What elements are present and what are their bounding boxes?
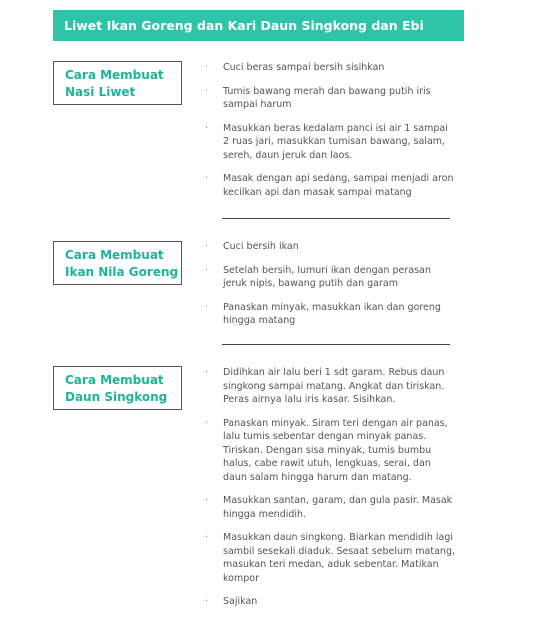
section-title-nasi-liwet [53, 61, 182, 105]
bullet-icon: · [205, 85, 209, 97]
list-item: · Cuci beras sampai bersih sisihkan [205, 62, 385, 73]
bullet-icon: · [205, 367, 209, 378]
section-divider [222, 218, 450, 219]
bullet-icon: · [205, 62, 209, 73]
list-item: · Panaskan minyak. Siram teri dengan air panas, lalu tumis sebentar dengan minyak panas. Tiriskan. Dengan sisa minyak, tumis bumbu halus, cabe rawit utuh, lengkuas, serai, dan daun salam hingga harum dan matang. [205, 417, 448, 483]
section-divider [222, 344, 450, 345]
section-title-line-1: Cara Membuat [65, 373, 164, 387]
section-title-line-2: Daun Singkong [65, 390, 168, 404]
bullet-icon: · [205, 241, 209, 252]
list-item: · Didihkan air lalu beri 1 sdt garam. Rebus daun singkong sampai matang. Angkat dan tiriskan. Peras airnya lalu iris kasar. Sisihkan. [205, 367, 445, 405]
list-item: · Masukkan beras kedalam panci isi air 1 sampai 2 ruas jari, masukkan tumisan bawang, salam, sereh, daun jeruk dan laos. [205, 122, 448, 161]
recipe-title-banner: Liwet Ikan Goreng dan Kari Daun Singkong dan Ebi [53, 10, 464, 41]
bullet-icon: · [205, 532, 209, 543]
bullet-icon: · [205, 495, 209, 506]
nasi-liwet-steps [205, 61, 455, 209]
list-item: · Tumis bawang merah dan bawang putih iris sampai harum [205, 85, 431, 110]
section-title-line-1: Cara Membuat [65, 248, 164, 262]
bullet-icon: · [205, 122, 209, 134]
section-title-daun-singkong [53, 366, 182, 410]
list-item: · Masukkan santan, garam, dan gula pasir. Masak hingga mendidih. [205, 495, 453, 520]
section-title-line-2: Ikan Nila Goreng [65, 265, 179, 279]
ikan-nila-goreng-steps [205, 240, 455, 338]
list-item: · Masukkan daun singkong. Biarkan mendidih lagi sambil sesekali diaduk. Sesaat sebelum matang, masukan teri medan, aduk sebentar. Matikan kompor [205, 532, 455, 584]
list-item: · Masak dengan api sedang, sampai menjadi aron kecilkan api dan masak sampai matang [205, 173, 454, 198]
section-title-line-1: Cara Membuat [65, 68, 164, 82]
section-title-line-2: Nasi Liwet [65, 85, 136, 99]
daun-singkong-steps [205, 366, 455, 619]
list-item: · Setelah bersih, lumuri ikan dengan perasan jeruk nipis, bawang putih dan garam [205, 264, 431, 289]
list-item: · Cuci bersih ikan [205, 241, 299, 252]
bullet-icon: · [205, 173, 209, 184]
bullet-icon: · [205, 301, 209, 313]
list-item: · Sajikan [205, 596, 258, 607]
bullet-icon: · [205, 417, 209, 429]
bullet-icon: · [205, 264, 209, 276]
list-item: · Panaskan minyak, masukkan ikan dan goreng hingga matang [205, 301, 441, 326]
bullet-icon: · [205, 596, 209, 607]
section-title-ikan-nila-goreng [53, 241, 182, 285]
